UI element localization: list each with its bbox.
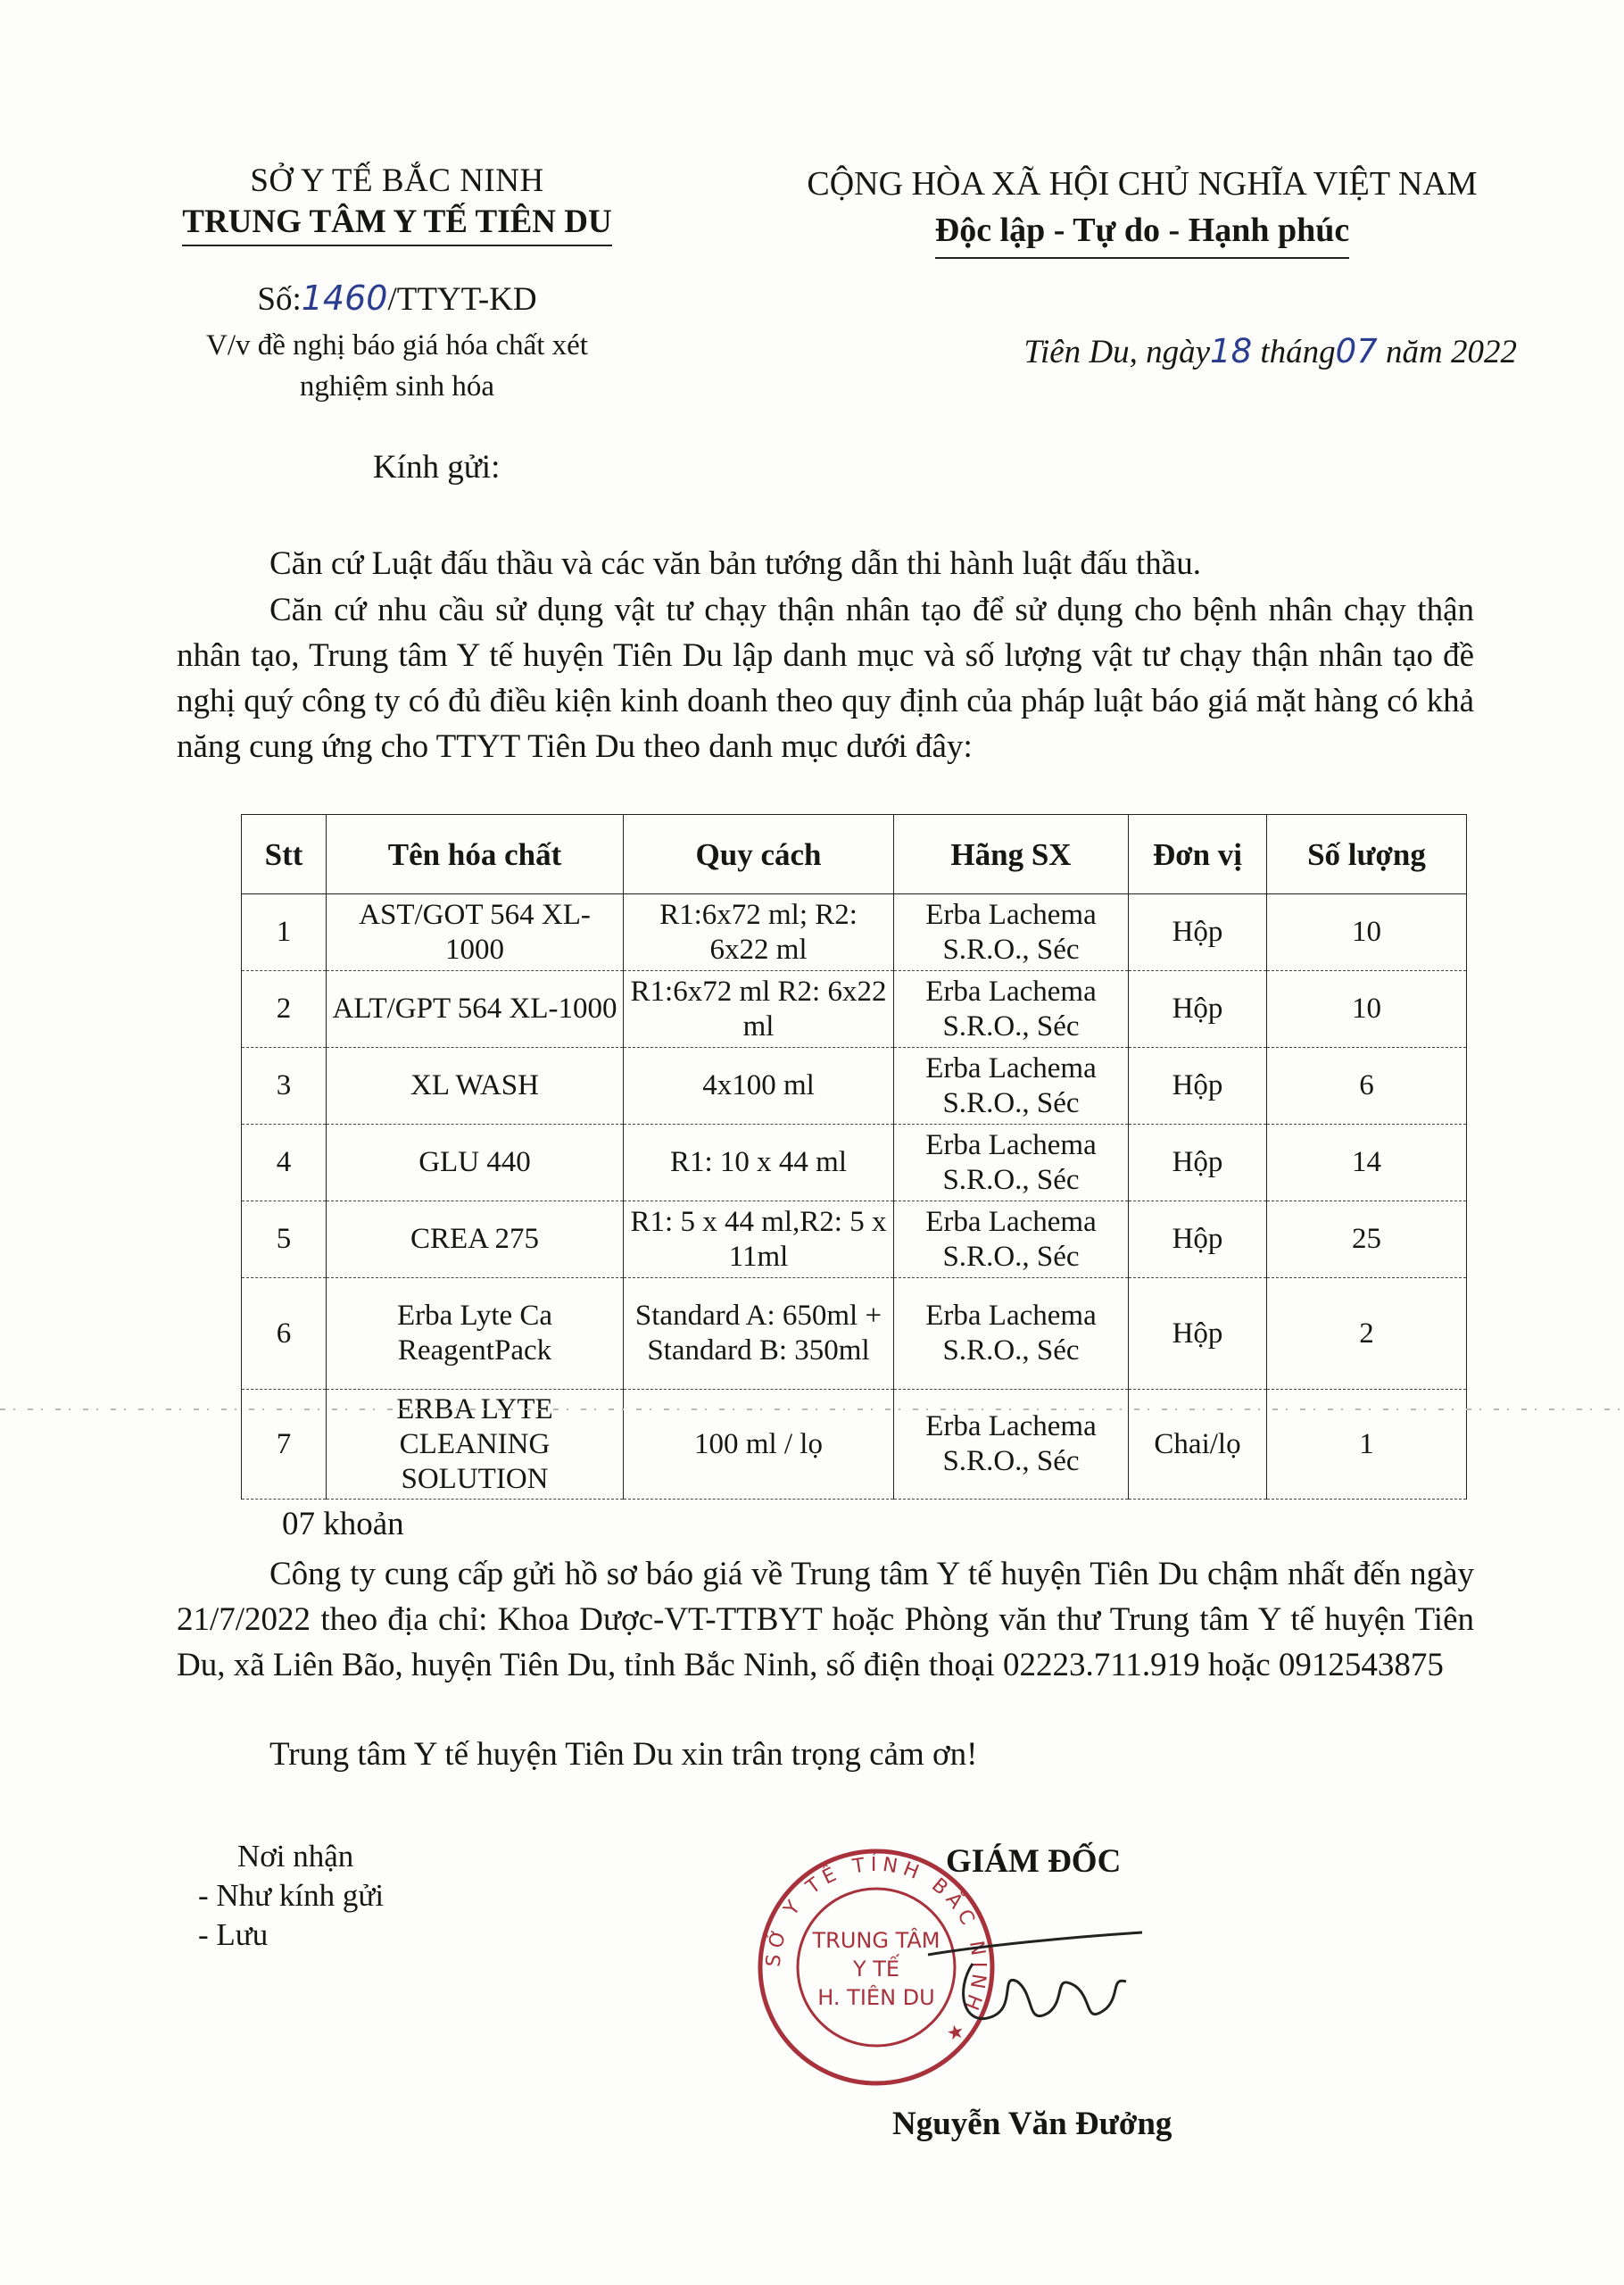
document-number	[134, 278, 660, 319]
table-row	[242, 894, 1467, 971]
svg-text:H. TIÊN DU: H. TIÊN DU	[817, 1985, 935, 2010]
cell-name: AST/GOT 564 XL-1000	[327, 894, 624, 971]
cell-qty: 10	[1267, 971, 1467, 1048]
table-row	[242, 1390, 1467, 1500]
cell-maker: Erba Lachema S.R.O., Séc	[894, 1390, 1129, 1500]
cell-unit: Hộp	[1129, 1125, 1267, 1201]
cell-maker: Erba Lachema S.R.O., Séc	[894, 1201, 1129, 1278]
svg-text:TRUNG TÂM: TRUNG TÂM	[812, 1928, 940, 1953]
cell-unit: Hộp	[1129, 1048, 1267, 1125]
scan-artifact	[0, 1407, 1624, 1412]
national-header	[696, 161, 1588, 259]
number-prefix: Số:	[257, 281, 302, 318]
cell-maker: Erba Lachema S.R.O., Séc	[894, 1125, 1129, 1201]
cell-maker: Erba Lachema S.R.O., Séc	[894, 894, 1129, 971]
cell-unit: Hộp	[1129, 1278, 1267, 1390]
greeting: Kính gửi:	[373, 449, 501, 486]
cell-spec: R1: 5 x 44 ml,R2: 5 x 11ml	[624, 1201, 894, 1278]
paragraph-legal-basis: Căn cứ Luật đấu thầu và các văn bản tướng dẫn thi hành luật đấu thầu.	[269, 545, 1201, 582]
cell-maker: Erba Lachema S.R.O., Séc	[894, 971, 1129, 1048]
cell-spec: 4x100 ml	[624, 1048, 894, 1125]
cell-name: GLU 440	[327, 1125, 624, 1201]
col-header-stt: Stt	[242, 815, 327, 894]
table-row	[242, 971, 1467, 1048]
cell-unit: Hộp	[1129, 1201, 1267, 1278]
issuer-header	[134, 161, 660, 246]
cell-qty: 25	[1267, 1201, 1467, 1278]
cell-unit: Chai/lọ	[1129, 1390, 1267, 1500]
col-header-maker: Hãng SX	[894, 815, 1129, 894]
cell-spec: Standard A: 650ml + Standard B: 350ml	[624, 1278, 894, 1390]
date-day: 18	[1210, 332, 1253, 370]
cell-unit: Hộp	[1129, 971, 1267, 1048]
handwritten-signature	[919, 1910, 1151, 2044]
cell-maker: Erba Lachema S.R.O., Séc	[894, 1048, 1129, 1125]
recipient-item: - Lưu	[198, 1917, 269, 1952]
date-year: năm 2022	[1386, 334, 1517, 370]
cell-spec: R1: 10 x 44 ml	[624, 1125, 894, 1201]
date-place: Tiên Du, ngày	[1023, 334, 1211, 370]
cell-name: Erba Lyte Ca ReagentPack	[327, 1278, 624, 1390]
paragraph-thanks: Trung tâm Y tế huyện Tiên Du xin trân trọng cảm ơn!	[269, 1736, 978, 1773]
cell-stt: 1	[242, 894, 327, 971]
recipient-item: - Như kính gửi	[198, 1878, 385, 1913]
cell-spec: 100 ml / lọ	[624, 1390, 894, 1500]
col-header-qty: Số lượng	[1267, 815, 1467, 894]
cell-stt: 4	[242, 1125, 327, 1201]
cell-name: XL WASH	[327, 1048, 624, 1125]
svg-text:SỞ Y TẾ TỈNH BẮC NINH ★: SỞ Y TẾ TỈNH BẮC NINH ★	[762, 1853, 990, 2051]
date-line	[892, 332, 1517, 371]
subject-line-1: V/v đề nghị báo giá hóa chất xét	[206, 329, 588, 361]
national-motto: Độc lập - Tự do - Hạnh phúc	[935, 207, 1350, 259]
signatory-title: GIÁM ĐỐC	[946, 1843, 1122, 1880]
table-row	[242, 1125, 1467, 1201]
col-header-spec: Quy cách	[624, 815, 894, 894]
cell-stt: 3	[242, 1048, 327, 1125]
number-handwritten: 1460	[301, 278, 388, 318]
cell-spec: R1:6x72 ml; R2: 6x22 ml	[624, 894, 894, 971]
col-header-unit: Đơn vị	[1129, 815, 1267, 894]
table-row	[242, 1048, 1467, 1125]
cell-name: ALT/GPT 564 XL-1000	[327, 971, 624, 1048]
cell-qty: 6	[1267, 1048, 1467, 1125]
cell-stt: 6	[242, 1278, 327, 1390]
center-name: TRUNG TÂM Y TẾ TIÊN DU	[182, 202, 611, 246]
subject-line-2: nghiệm sinh hóa	[299, 370, 495, 403]
table-header-row	[242, 815, 1467, 894]
date-month: 07	[1335, 332, 1378, 370]
paragraph-submission: Công ty cung cấp gửi hồ sơ báo giá về Trung tâm Y tế huyện Tiên Du chậm nhất đến ngày 21/7/2022 theo địa chỉ: Khoa Dược-VT-TTBYT hoặc Phòng văn thư Trung tâm Y tế huyện Tiên Du, xã Liên Bão, huyện Tiên Du, tỉnh Bắc Ninh, số điện thoại 02223.711.919 hoặc 0912543875	[177, 1556, 1474, 1683]
cell-qty: 10	[1267, 894, 1467, 971]
date-month-label: tháng	[1260, 334, 1336, 370]
item-count: 07 khoản	[282, 1506, 404, 1542]
table-row	[242, 1278, 1467, 1390]
cell-qty: 1	[1267, 1390, 1467, 1500]
number-suffix: /TTYT-KD	[387, 281, 537, 318]
chemicals-table	[241, 814, 1467, 1500]
table-row	[242, 1201, 1467, 1278]
cell-stt: 5	[242, 1201, 327, 1278]
cell-maker: Erba Lachema S.R.O., Séc	[894, 1278, 1129, 1390]
cell-spec: R1:6x72 ml R2: 6x22 ml	[624, 971, 894, 1048]
cell-stt: 2	[242, 971, 327, 1048]
cell-name: CREA 275	[327, 1201, 624, 1278]
recipients-block	[198, 1837, 384, 1955]
recipients-title: Nơi nhận	[237, 1839, 354, 1874]
country-name: CỘNG HÒA XÃ HỘI CHỦ NGHĨA VIỆT NAM	[807, 165, 1478, 203]
document-subject	[134, 325, 660, 407]
cell-stt: 7	[242, 1390, 327, 1500]
paragraph-request: Căn cứ nhu cầu sử dụng vật tư chạy thận nhân tạo để sử dụng cho bệnh nhân chạy thận nhân tạo, Trung tâm Y tế huyện Tiên Du lập danh mục và số lượng vật tư chạy thận nhân tạo đề nghị quý công ty có đủ điều kiện kinh doanh theo quy định của pháp luật báo giá mặt hàng có khả năng cung ứng cho TTYT Tiên Du theo danh mục dưới đây:	[177, 592, 1474, 765]
cell-unit: Hộp	[1129, 894, 1267, 971]
department-name: SỞ Y TẾ BẮC NINH	[250, 162, 544, 199]
signatory-name: Nguyễn Văn Đưởng	[892, 2106, 1172, 2142]
col-header-name: Tên hóa chất	[327, 815, 624, 894]
cell-qty: 2	[1267, 1278, 1467, 1390]
cell-name: ERBA LYTE CLEANING SOLUTION	[327, 1390, 624, 1500]
svg-text:Y TẾ: Y TẾ	[852, 1957, 900, 1982]
cell-qty: 14	[1267, 1125, 1467, 1201]
